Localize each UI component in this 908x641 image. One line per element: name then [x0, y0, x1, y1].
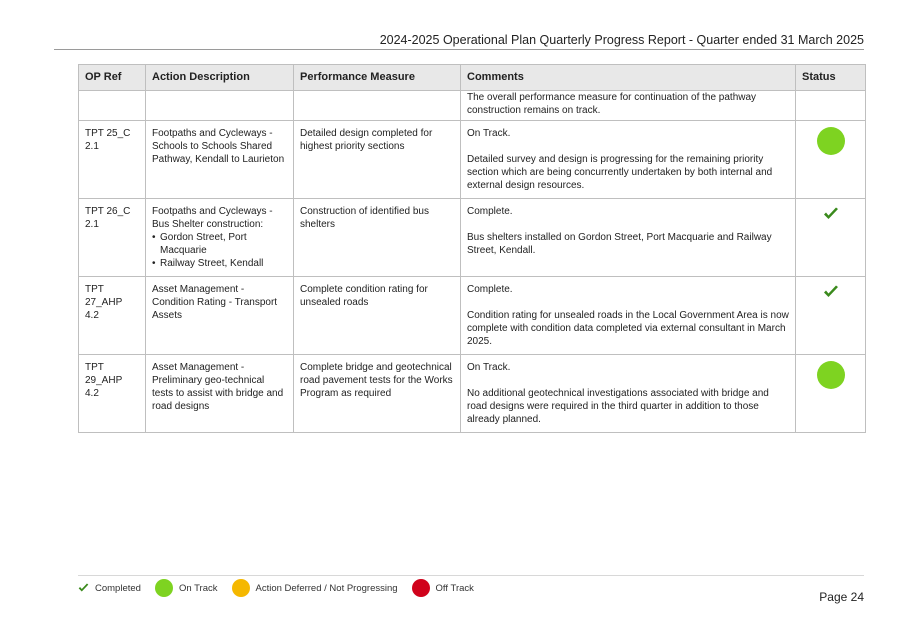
- column-header-measure: Performance Measure: [294, 65, 461, 91]
- op-ref: TPT 25_C 2.1: [79, 121, 146, 199]
- table-row-continuation: [79, 91, 866, 121]
- action-bullet-list: [152, 231, 287, 270]
- table-row: [79, 199, 866, 277]
- legend-deferred: [232, 579, 398, 597]
- on-track-status-icon: [817, 127, 845, 155]
- comment-detail: Condition rating for unsealed roads in the Local Government Area is now complete with condition data completed via external consultant in March 2025.: [467, 310, 789, 347]
- performance-measure: Complete condition rating for unsealed roads: [294, 277, 461, 355]
- checkmark-icon: [823, 285, 839, 303]
- legend-label: Completed: [95, 582, 141, 594]
- column-header-op-ref: OP Ref: [79, 65, 146, 91]
- legend-on-track: [155, 579, 218, 597]
- status-cell: [796, 355, 866, 433]
- op-ref: TPT 26_C 2.1: [79, 199, 146, 277]
- comments: [461, 199, 796, 277]
- checkmark-icon: [823, 207, 839, 225]
- legend-label: Off Track: [435, 582, 474, 594]
- op-ref: TPT 29_AHP 4.2: [79, 355, 146, 433]
- column-header-action: Action Description: [146, 65, 294, 91]
- continuation-comment: The overall performance measure for continuation of the pathway construction remains on track.: [461, 91, 796, 121]
- legend-completed: [78, 583, 141, 594]
- red-dot-icon: [412, 579, 430, 597]
- comment-status: Complete.: [467, 284, 513, 295]
- legend-off-track: [412, 579, 474, 597]
- comments: [461, 355, 796, 433]
- comments: [461, 121, 796, 199]
- amber-dot-icon: [232, 579, 250, 597]
- comment-status: On Track.: [467, 128, 511, 139]
- performance-measure: Construction of identified bus shelters: [294, 199, 461, 277]
- list-item: • Gordon Street, Port Macquarie: [152, 231, 287, 257]
- table-row: [79, 355, 866, 433]
- page-number: Page 24: [819, 590, 864, 604]
- comment-detail: Bus shelters installed on Gordon Street, Port Macquarie and Railway Street, Kendall.: [467, 232, 772, 256]
- action-description: Asset Management - Condition Rating - Transport Assets: [146, 277, 294, 355]
- legend-label: On Track: [178, 582, 218, 594]
- legend-label: Action Deferred / Not Progressing: [255, 582, 398, 594]
- comments: [461, 277, 796, 355]
- action-description: Asset Management - Preliminary geo-technical tests to assist with bridge and road designs: [146, 355, 294, 433]
- list-item: • Railway Street, Kendall: [152, 257, 287, 270]
- comment-status: On Track.: [467, 362, 511, 373]
- comment-detail: No additional geotechnical investigations associated with bridge and road designs were required in the third quarter in addition to those already planned.: [467, 388, 769, 425]
- status-legend: [78, 576, 865, 600]
- column-header-status: Status: [796, 65, 866, 91]
- status-cell: [796, 199, 866, 277]
- action-description: [146, 199, 294, 277]
- column-header-comments: Comments: [461, 65, 796, 91]
- action-text: Footpaths and Cycleways - Bus Shelter construction:: [152, 206, 273, 230]
- report-title: 2024-2025 Operational Plan Quarterly Progress Report - Quarter ended 31 March 2025: [379, 33, 864, 47]
- comment-detail: Detailed survey and design is progressing for the remaining priority section which are being concurrently undertaken by both internal and external design resources.: [467, 154, 773, 191]
- progress-table: [78, 64, 866, 433]
- header-divider: [54, 49, 864, 50]
- status-cell: [796, 277, 866, 355]
- action-description: Footpaths and Cycleways - Schools to Schools Shared Pathway, Kendall to Laurieton: [146, 121, 294, 199]
- table-row: [79, 277, 866, 355]
- green-dot-icon: [155, 579, 173, 597]
- on-track-status-icon: [817, 361, 845, 389]
- table-header-row: [79, 65, 866, 91]
- comment-status: Complete.: [467, 206, 513, 217]
- checkmark-icon: [78, 583, 89, 593]
- performance-measure: Complete bridge and geotechnical road pavement tests for the Works Program as required: [294, 355, 461, 433]
- table-row: [79, 121, 866, 199]
- status-cell: [796, 121, 866, 199]
- op-ref: TPT 27_AHP 4.2: [79, 277, 146, 355]
- performance-measure: Detailed design completed for highest priority sections: [294, 121, 461, 199]
